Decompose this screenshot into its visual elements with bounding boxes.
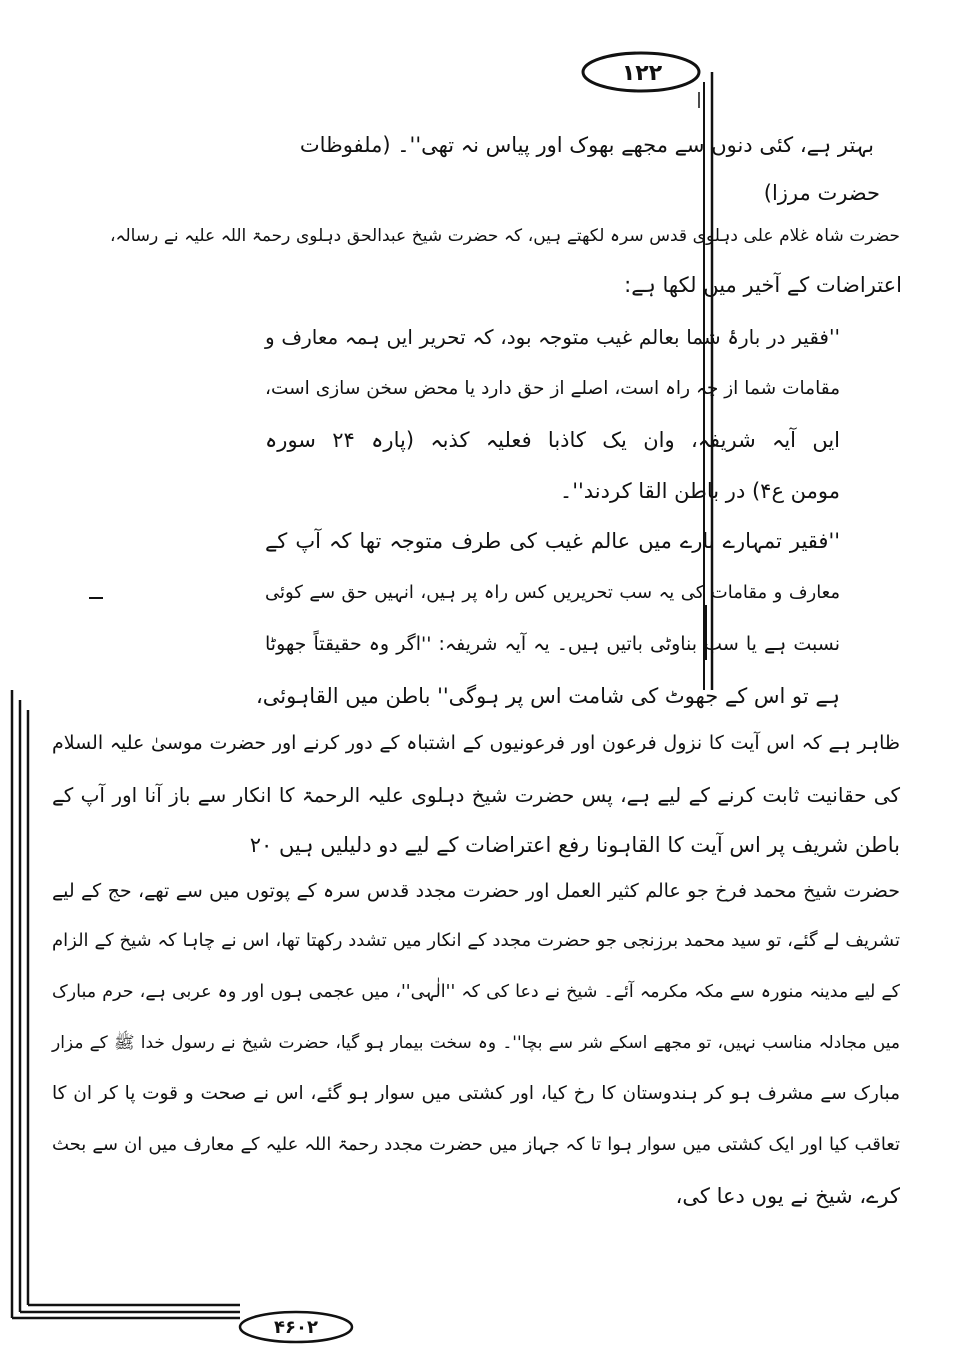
text-line-13: ظاہر ہے کہ اس آیت کا نزول فرعون اور فرعونیوں کے اشتباہ کے دور کرنے اور حضرت موسیٰ علیہ السلام: [52, 732, 900, 754]
text-line-18: کے لیے مدینہ منورہ سے مکہ مکرمہ آئے۔ شیخ نے دعا کی کہ ''الٰہی''، میں عجمی ہوں اور وہ عربی ہے، حرم مبارک: [52, 982, 900, 1002]
text-line-15: باطن شریف پر اس آیت کا القاہونا رفع اعتراضات کے لیے دو دلیلیں ہیں ۲۰: [249, 833, 900, 857]
text-line-4: اعتراضات کے آخیر میں لکھا ہے:: [624, 273, 902, 297]
text-line-14: کی حقانیت ثابت کرنے کے لیے ہے، پس حضرت شیخ دہلوی علیہ الرحمۃ کا انکار سے باز آنا اور آپ کے: [52, 783, 900, 807]
text-line-7: ایں آیہ شریفہ، وان یک کاذبا فعلیہ کذبہ (پارہ ۲۴ سورہ: [265, 428, 840, 452]
page-number-bottom: ۴۶۰۲: [274, 1316, 318, 1338]
text-line-12: ہے تو اس کے جھوٹ کی شامت اس پر ہوگی'' باطن میں القاہوئی،: [256, 684, 840, 708]
text-line-22: کرے، شیخ نے یوں دعا کی،: [675, 1184, 900, 1208]
text-line-10: معارف و مقامات کی یہ سب تحریریں کس راہ پر ہیں، انہیں حق سے کوئی: [265, 582, 840, 603]
text-line-11: نسبت ہے یا سب بناوٹی باتیں ہیں۔ یہ آیہ شریفہ: ''اگر وہ حقیقتاً جھوٹا: [265, 633, 840, 655]
text-line-17: تشریف لے گئے، تو سید محمد برزنجی جو حضرت مجدد کے انکار میں تشدد رکھتا تھا، اس نے چاہا کہ شیخ کے الزام: [52, 930, 900, 951]
text-line-5: ''فقیر در بارۂ شما بعالم غیب متوجہ بود، کہ تحریر ایں ہمہ معارف و: [265, 325, 840, 349]
text-line-2: حضرت مرزا): [763, 181, 880, 205]
text-line-1: بہتر ہے، کئی دنوں سے مجھے بھوک اور پیاس نہ تھی''۔ (ملفوظات: [299, 133, 874, 157]
text-line-3: حضرت شاہ غلام علی دہلوی قدس سرہ لکھتے ہیں، کہ حضرت شیخ عبدالحق دہلوی رحمۃ اللہ علیہ نے رسالہ،: [110, 226, 900, 246]
page-number-top: ۱۲۲: [621, 60, 663, 86]
text-line-20: مبارک سے مشرف ہو کر ہندوستان کا رخ کیا، اور کشتی میں سوار ہو گئے، اس نے صحت و قوت پا کر ان کا: [52, 1083, 900, 1104]
text-line-9: ''فقیر تمہارے بارے میں عالم غیب کی طرف متوجہ تھا کہ آپ کے: [265, 529, 840, 553]
text-line-16: حضرت شیخ محمد فرخ جو عالم کثیر العمل اور حضرت مجدد قدس سرہ کے پوتوں میں سے تھے، حج کے لیے: [52, 880, 900, 902]
text-line-8: مومن ع۴) در باطن القا کردند''۔: [559, 479, 840, 503]
text-line-6: مقامات شما از چہ راہ است، اصلے از حق دارد یا محض سخن سازی است،: [265, 378, 840, 399]
text-line-21: تعاقب کیا اور ایک کشتی میں سوار ہوا تا کہ جہاز میں حضرت مجدد رحمۃ اللہ علیہ کے معارف میں ان سے بحث: [52, 1134, 900, 1155]
text-line-19: میں مجادلہ مناسب نہیں، تو مجھے اسکے شر سے بچا''۔ وہ سخت بیمار ہو گیا، حضرت شیخ نے رسول خدا ﷺ کے مزار: [52, 1033, 900, 1053]
